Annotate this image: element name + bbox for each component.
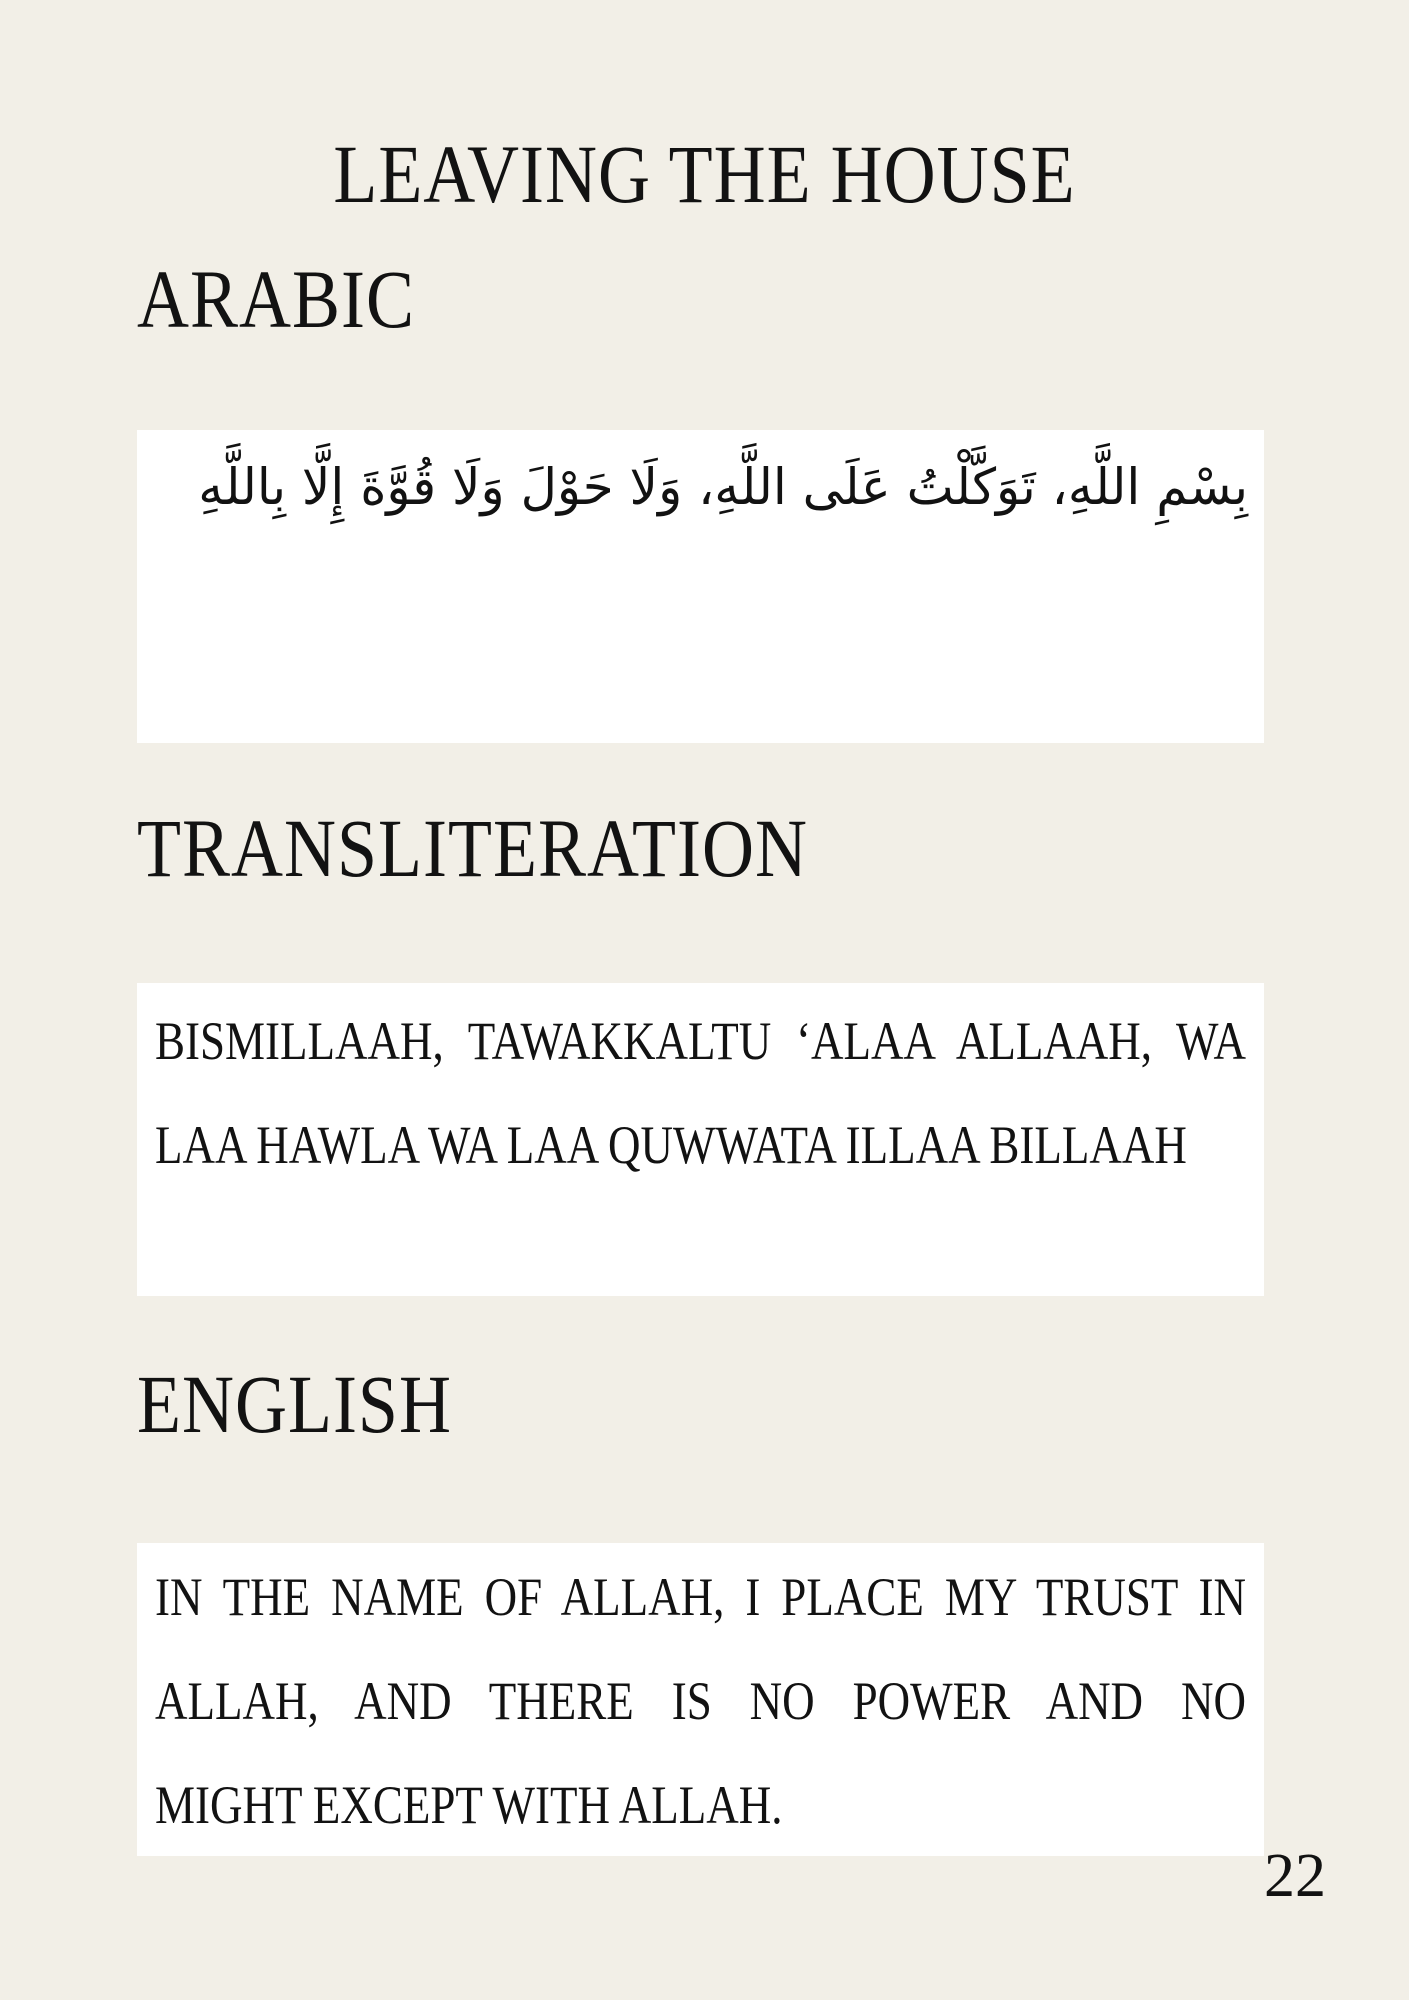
page-number: 22: [1264, 1842, 1326, 1910]
transliteration-line-2: LAA HAWLA WA LAA QUWWATA ILLAA BILLAAH: [155, 1115, 1187, 1175]
page-title: LEAVING THE HOUSE: [333, 128, 1076, 221]
english-text-box: [137, 1543, 1264, 1856]
section-heading-arabic: ARABIC: [137, 253, 416, 346]
english-line-1: IN THE NAME OF ALLAH, I PLACE MY TRUST IN: [155, 1567, 1246, 1627]
section-heading-transliteration: TRANSLITERATION: [137, 802, 808, 895]
section-heading-english: ENGLISH: [137, 1358, 452, 1451]
english-line-2: ALLAH, AND THERE IS NO POWER AND NO: [155, 1671, 1246, 1731]
english-line-3: MIGHT EXCEPT WITH ALLAH.: [155, 1775, 783, 1835]
transliteration-text-box: [137, 983, 1264, 1296]
arabic-text-box: [137, 430, 1264, 743]
arabic-dua-text: بِسْمِ اللَّهِ، تَوَكَّلْتُ عَلَى اللَّهِ، وَلَا حَوْلَ وَلَا قُوَّةَ إِلَّا بِاللَّهِ: [198, 458, 1248, 516]
transliteration-line-1: BISMILLAAH, TAWAKKALTU ‘ALAA ALLAAH, WA: [155, 1011, 1246, 1071]
